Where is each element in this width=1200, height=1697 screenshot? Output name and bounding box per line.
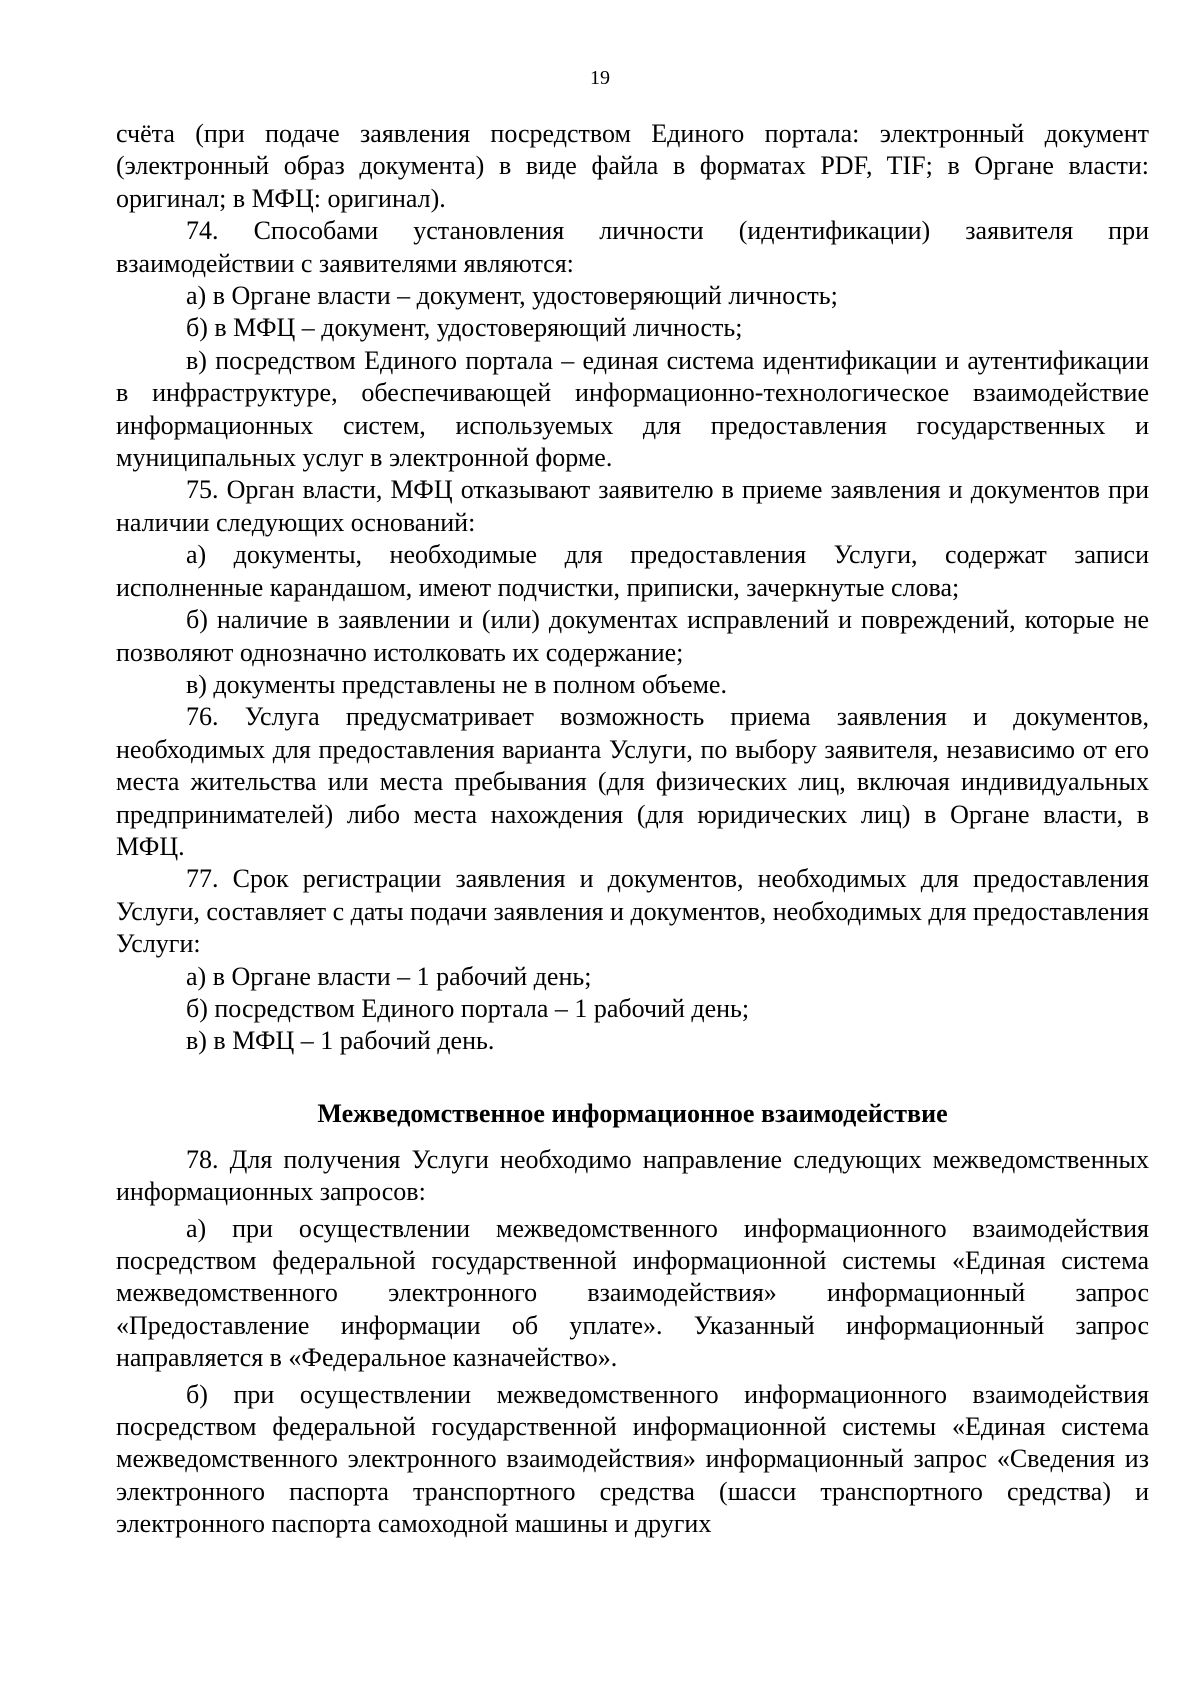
paragraph-78-b: б) при осуществлении межведомственного информационного взаимодействия посредством федеральной государственной информационной системы «Единая система межведомственного электронного взаимодействия» информационный запрос «Сведения из электронного паспорта транспортного средства (шасси транспортного средства) и электронного паспорта самоходной машины и других (116, 1379, 1149, 1539)
paragraph-74-b: б) в МФЦ – документ, удостоверяющий личность; (186, 313, 743, 343)
paragraph-78-a: а) при осуществлении межведомственного информационного взаимодействия посредством федеральной государственной информационной системы «Единая система межведомственного электронного взаимодействия» информационный запрос «Предоставление информации об уплате». Указанный информационный запрос направляется в «Федеральное казначейство». (116, 1213, 1149, 1373)
paragraph-75-v: в) документы представлены не в полном объеме. (186, 669, 727, 699)
paragraph-77: 77. Срок регистрации заявления и документов, необходимых для предоставления Услуги, составляет с даты подачи заявления и документов, необходимых для предоставления Услуги: (116, 864, 1149, 959)
document-body (116, 118, 1149, 1541)
page-number: 19 (590, 67, 610, 89)
paragraph-74-a: а) в Органе власти – документ, удостоверяющий личность; (186, 281, 838, 311)
paragraph-75-b: б) наличие в заявлении и (или) документах исправлений и повреждений, которые не позволяют однозначно истолковать их содержание; (116, 605, 1149, 667)
paragraph-77-v: в) в МФЦ – 1 рабочий день. (186, 1026, 495, 1056)
paragraph-75-a: а) документы, необходимые для предоставления Услуги, содержат записи исполненные карандашом, имеют подчистки, приписки, зачеркнутые слова; (116, 540, 1149, 602)
paragraph-78: 78. Для получения Услуги необходимо направление следующих межведомственных информационных запросов: (116, 1144, 1149, 1207)
paragraph-76: 76. Услуга предусматривает возможность приема заявления и документов, необходимых для предоставления варианта Услуги, по выбору заявителя, независимо от его места жительства или места пребывания (для физических лиц, включая индивидуальных предпринимателей) либо места нахождения (для юридических лиц) в Органе власти, в МФЦ. (116, 702, 1149, 861)
paragraph-74-v: в) посредством Единого портала – единая система идентификации и аутентификации в инфраструктуре, обеспечивающей информационно-технологическое взаимодействие информационных систем, используемых для предоставления государственных и муниципальных услуг в электронной форме. (116, 345, 1149, 473)
paragraph-77-b: б) посредством Единого портала – 1 рабочий день; (186, 993, 750, 1023)
paragraph-77-a: а) в Органе власти – 1 рабочий день; (186, 961, 592, 991)
paragraph-74: 74. Способами установления личности (идентификации) заявителя при взаимодействии с заявителями являются: (116, 216, 1149, 278)
paragraph-continuation: счёта (при подаче заявления посредством Единого портала: электронный документ (электронный образ документа) в виде файла в форматах PDF, TIF; в Органе власти: оригинал; в МФЦ: оригинал). (116, 119, 1149, 213)
paragraph-75: 75. Орган власти, МФЦ отказывают заявителю в приеме заявления и документов при наличии следующих оснований: (116, 475, 1149, 537)
section-heading: Межведомственное информационное взаимодействие (317, 1098, 948, 1128)
